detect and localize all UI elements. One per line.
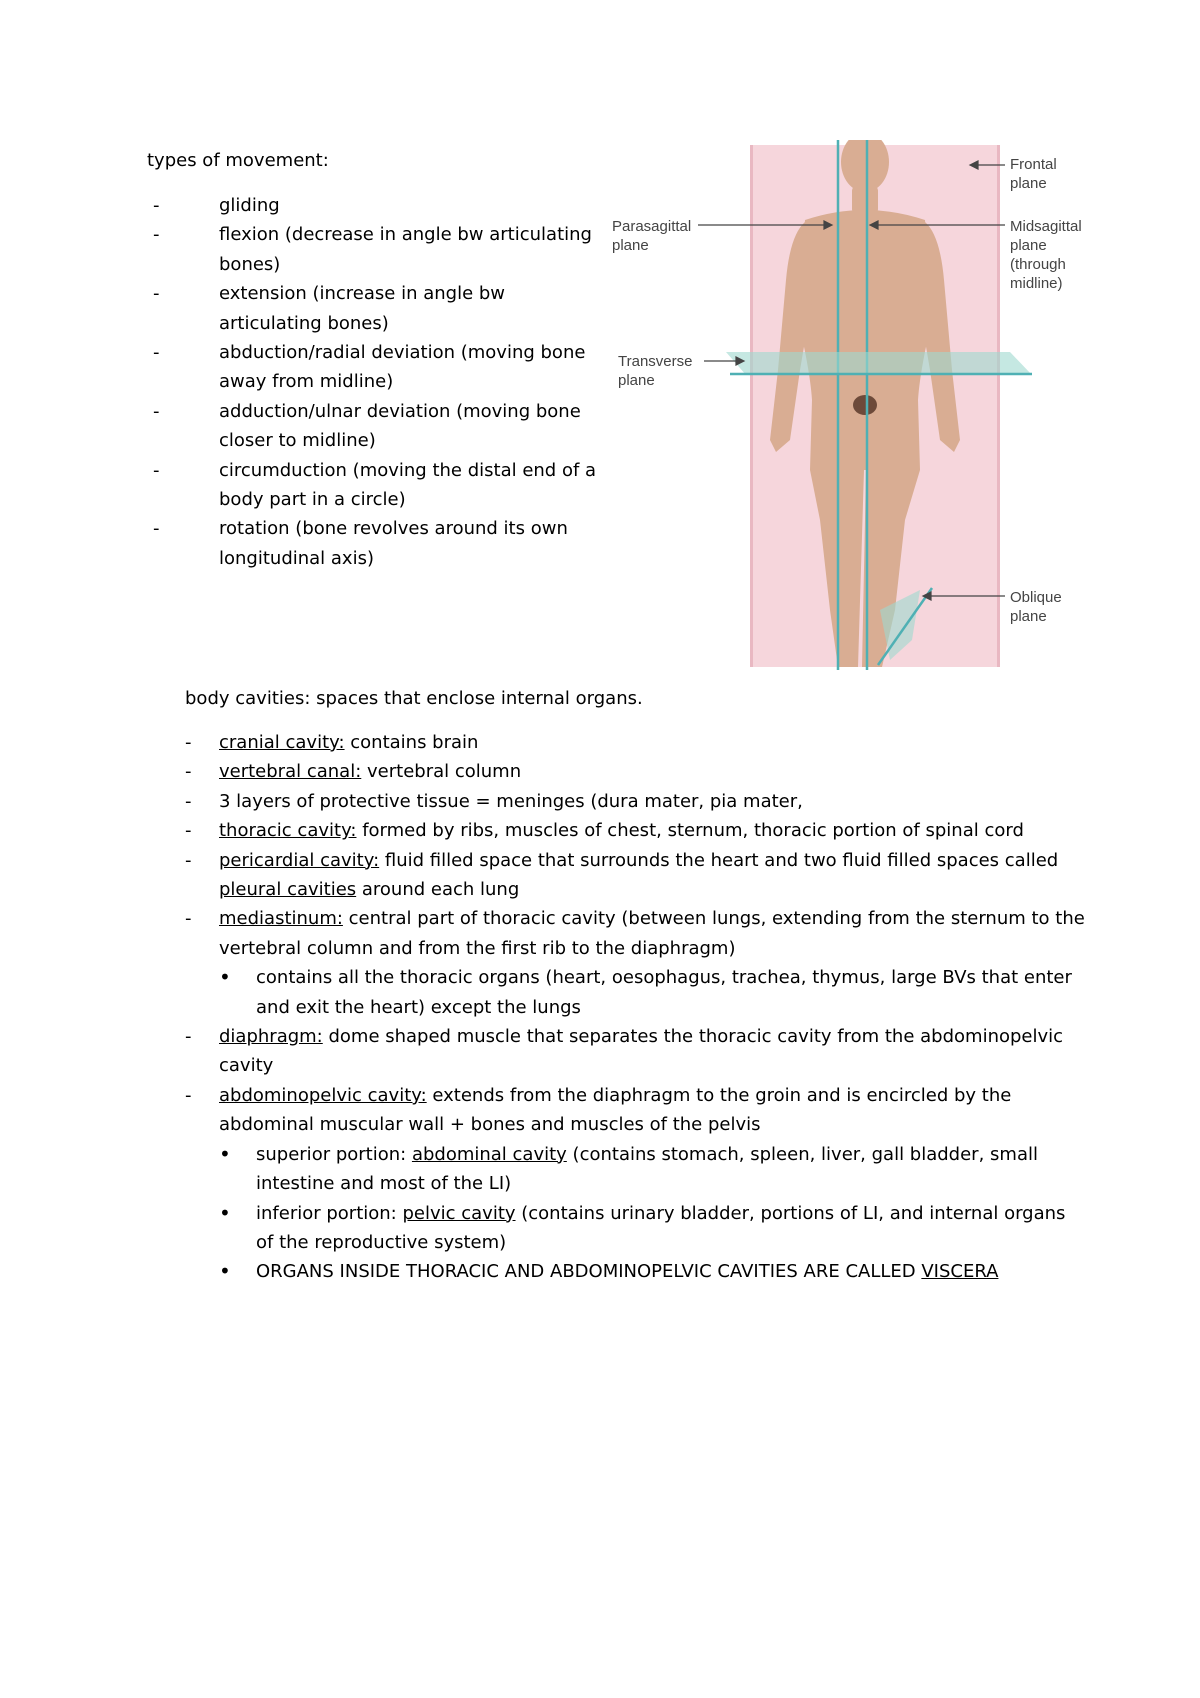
transverse-plane-band bbox=[726, 352, 1032, 375]
pericardial-cavity-term: pericardial cavity: bbox=[219, 849, 380, 871]
cranial-cavity-term: cranial cavity: bbox=[219, 732, 345, 753]
pleural-cavities-term: pleural cavities bbox=[219, 879, 357, 901]
cavities-heading: body cavities: spaces that enclose internal organs. bbox=[185, 688, 643, 709]
abdominal-cavity-term: abdominal cavity bbox=[411, 1143, 567, 1165]
list-item: - circumduction (moving the distal end of a body part in a circle) bbox=[185, 456, 605, 515]
transverse-plane-label: Transverse plane bbox=[618, 353, 693, 389]
list-item: - gliding bbox=[185, 191, 605, 220]
list-item: • inferior portion: pelvic cavity (contains urinary bladder, portions of LI, and internal organs of the reproductive system) bbox=[219, 1199, 1085, 1258]
list-item: • contains all the thoracic organs (heart, oesophagus, trachea, thymus, large BVs that enter and exit the heart) except the lungs bbox=[219, 963, 1085, 1022]
anatomical-planes-figure bbox=[612, 140, 1100, 670]
list-item: - rotation (bone revolves around its own longitudinal axis) bbox=[185, 514, 605, 573]
list-item: - abdominopelvic cavity: extends from the diaphragm to the groin and is encircled by the abdominal muscular wall + bones and muscles of the pelvis • superior portion: abdominal cavity (contains stomach, spleen, liver, gall bladder, small intestine and most of the LI) • inferior portion: pelvic cavity (contains urinary bladder, portions of LI, and internal organs of the reproductive system) • ORGANS INSIDE THORACIC AND ABDOMINOPELVIC CAVITIES ARE CALLED VISCERA bbox=[185, 1081, 1085, 1287]
movement-heading: types of movement: bbox=[147, 150, 329, 171]
list-item: - mediastinum: central part of thoracic cavity (between lungs, extending from the sternum to the vertebral column and from the first rib to the diaphragm) • contains all the thoracic organs (heart, oesophagus, trachea, thymus, large BVs that enter and exit the heart) except the lungs bbox=[185, 904, 1085, 1022]
movement-list bbox=[185, 191, 605, 573]
midsagittal-plane-label: Midsagittal plane (through midline) bbox=[1010, 218, 1082, 292]
list-item: • superior portion: abdominal cavity (contains stomach, spleen, liver, gall bladder, small intestine and most of the LI) bbox=[219, 1140, 1085, 1199]
oblique-plane-label: Oblique plane bbox=[1010, 589, 1062, 625]
parasagittal-plane-label: Parasagittal plane bbox=[612, 218, 692, 254]
pelvic-cavity-term: pelvic cavity bbox=[402, 1202, 516, 1224]
list-item: - pericardial cavity: fluid filled space that surrounds the heart and two fluid filled spaces called pleural cavities around each lung bbox=[185, 846, 1085, 905]
list-item: - adduction/ulnar deviation (moving bone closer to midline) bbox=[185, 397, 605, 456]
list-item: - flexion (decrease in angle bw articulating bones) bbox=[185, 220, 605, 279]
thoracic-cavity-term: thoracic cavity: bbox=[219, 820, 357, 842]
mediastinum-term: mediastinum: bbox=[219, 908, 343, 930]
cavities-list bbox=[185, 728, 1085, 1287]
list-item: • ORGANS INSIDE THORACIC AND ABDOMINOPELVIC CAVITIES ARE CALLED VISCERA bbox=[219, 1257, 1085, 1286]
abdominopelvic-sublist bbox=[219, 1140, 1085, 1287]
mediastinum-sublist bbox=[219, 963, 1085, 1022]
diaphragm-term: diaphragm: bbox=[219, 1026, 323, 1048]
vertebral-canal-term: vertebral canal: bbox=[219, 761, 362, 783]
list-item: - diaphragm: dome shaped muscle that separates the thoracic cavity from the abdominopelvic cavity bbox=[185, 1022, 1085, 1081]
list-item: - extension (increase in angle bw articulating bones) bbox=[185, 279, 605, 338]
frontal-plane-label: Frontal plane bbox=[1010, 156, 1057, 192]
list-item: - cranial cavity: contains brain bbox=[185, 728, 1085, 757]
viscera-term: VISCERA bbox=[921, 1261, 999, 1283]
abdominopelvic-cavity-term: abdominopelvic cavity: bbox=[219, 1084, 427, 1106]
list-item: - abduction/radial deviation (moving bone away from midline) bbox=[185, 338, 605, 397]
list-item: - vertebral canal: vertebral column bbox=[185, 757, 1085, 786]
list-item: - thoracic cavity: formed by ribs, muscles of chest, sternum, thoracic portion of spinal cord bbox=[185, 816, 1085, 845]
list-item: - 3 layers of protective tissue = meninges (dura mater, pia mater, bbox=[185, 787, 1085, 816]
